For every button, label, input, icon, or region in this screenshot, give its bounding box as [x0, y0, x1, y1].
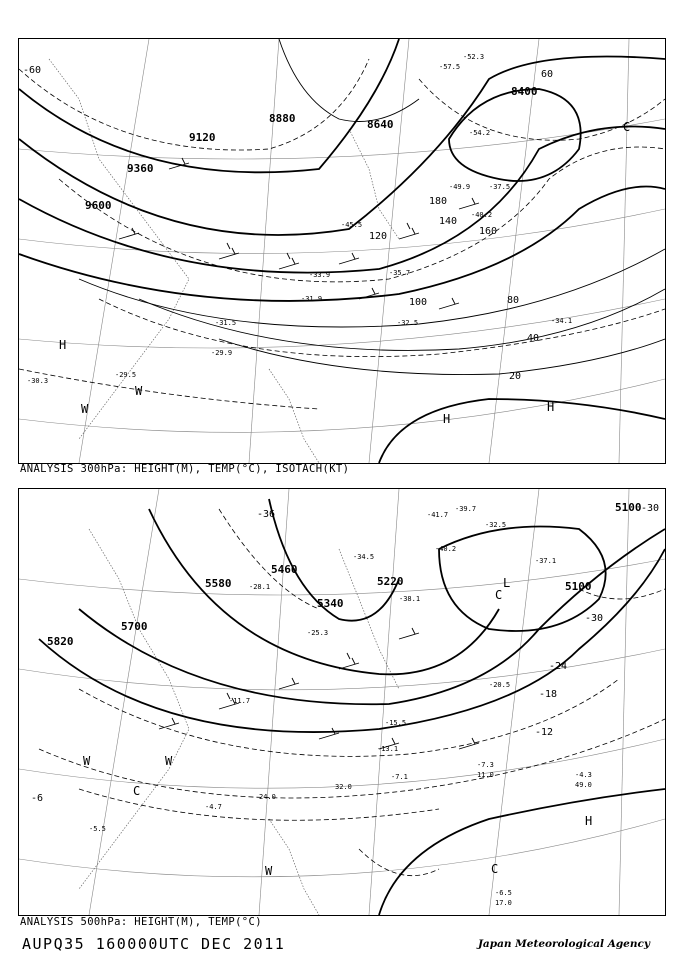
product-id-label: AUPQ35 160000UTC DEC 2011	[22, 935, 286, 953]
pressure-systems-500	[83, 576, 592, 878]
height-label-8640: 8640	[367, 118, 394, 131]
height-label-5700: 5700	[121, 620, 148, 633]
height-label-8400: 8400	[511, 85, 538, 98]
temp-label-minus-30-corner: -30	[641, 503, 660, 514]
isotach-label-100: 100	[409, 297, 428, 308]
graticule-500	[19, 489, 665, 915]
height-label-9360: 9360	[127, 162, 154, 175]
coastline-300	[49, 59, 399, 463]
temp-labels-500	[31, 503, 659, 804]
height-contours-300	[19, 39, 665, 463]
system-warm-w: W	[81, 402, 89, 416]
system-center-c: C	[623, 120, 631, 134]
caption-300hpa: ANALYSIS 300hPa: HEIGHT(M), TEMP(°C), ISOTACH(KT)	[20, 463, 350, 475]
station-label: 11.0	[477, 771, 494, 779]
temp-label-minus-36: -36	[257, 509, 276, 520]
height-label-5340: 5340	[317, 597, 344, 610]
station-label: -13.1	[377, 745, 399, 753]
station-label: -38.1	[399, 595, 421, 603]
station-label: -5.5	[89, 825, 106, 833]
station-labels-500	[89, 505, 592, 907]
station-label: -39.7	[455, 505, 477, 513]
station-label: -7.1	[391, 773, 408, 781]
height-contours-500	[39, 499, 665, 915]
station-label: -32.5	[485, 521, 507, 529]
temp-label: -57.5	[439, 63, 461, 71]
height-label-9120: 9120	[189, 131, 216, 144]
height-label-5100: 5100	[615, 501, 642, 514]
system-high-h: H	[443, 412, 451, 426]
isotach-label-120: 120	[369, 231, 388, 242]
temp-label-minus-12: -12	[535, 727, 554, 738]
station-label: 49.0	[575, 781, 592, 789]
station-label: -41.7	[427, 511, 449, 519]
height-label-5460: 5460	[271, 563, 298, 576]
station-label: -25.3	[307, 629, 329, 637]
station-label: -28.1	[249, 583, 271, 591]
temp-label: -34.1	[551, 317, 573, 325]
temp-label: -29.9	[211, 349, 233, 357]
height-label-5100: 5100	[565, 580, 592, 593]
temp-label: -49.9	[449, 183, 471, 191]
temp-label: -31.5	[215, 319, 237, 327]
height-label-9600: 9600	[85, 199, 112, 212]
temp-labels-300	[23, 53, 572, 385]
station-label: -4.7	[205, 803, 222, 811]
temp-label: -52.3	[463, 53, 485, 61]
analysis-500hpa-map	[18, 488, 666, 916]
temp-label-minus-18: -18	[539, 689, 558, 700]
isotach-label-60: 60	[541, 69, 554, 80]
temp-label-minus-60: -60	[23, 65, 42, 76]
height-label-5220: 5220	[377, 575, 404, 588]
station-label: -6.5	[495, 889, 512, 897]
station-label: 24.0	[259, 793, 276, 801]
system-cold-c: C	[133, 784, 141, 798]
system-warm-w: W	[83, 754, 91, 768]
wind-barbs-300	[119, 158, 479, 309]
temp-label: -54.2	[469, 129, 491, 137]
map-500-svg	[19, 489, 665, 915]
isotach-contours-300	[79, 39, 665, 375]
station-label: 32.0	[335, 783, 352, 791]
height-labels-300	[85, 85, 538, 212]
caption-500hpa: ANALYSIS 500hPa: HEIGHT(M), TEMP(°C)	[20, 916, 262, 928]
isotach-label-180: 180	[429, 196, 448, 207]
isotach-label-160: 160	[479, 226, 498, 237]
isotach-label-140: 140	[439, 216, 458, 227]
coastline-500	[79, 529, 399, 915]
temp-label: -32.5	[397, 319, 419, 327]
isotach-label-20: 20	[509, 371, 522, 382]
agency-label: Japan Meteorological Agency	[477, 938, 650, 950]
isotach-label-80: 80	[507, 295, 520, 306]
system-high-h: H	[585, 814, 593, 828]
temp-label: -29.5	[115, 371, 137, 379]
system-high-h: H	[547, 400, 555, 414]
isotach-labels-300	[369, 69, 553, 382]
system-warm-w: W	[265, 864, 273, 878]
station-label: -7.3	[477, 761, 494, 769]
temp-label: -45.5	[341, 221, 363, 229]
system-low-l: L	[503, 576, 511, 590]
temp-label: -30.3	[27, 377, 49, 385]
station-label: -4.3	[575, 771, 592, 779]
wind-barbs-500	[159, 628, 479, 749]
system-cold-c: C	[495, 588, 503, 602]
temp-label-minus-24: -24	[549, 661, 568, 672]
height-label-5580: 5580	[205, 577, 232, 590]
isotherm-contours-300	[19, 59, 665, 409]
temp-label: -35.7	[389, 269, 411, 277]
height-label-8880: 8880	[269, 112, 296, 125]
temp-label: -33.9	[309, 271, 331, 279]
system-high-h: H	[59, 338, 67, 352]
station-label: -20.5	[489, 681, 511, 689]
temp-label: -31.9	[301, 295, 323, 303]
map-300-svg	[19, 39, 665, 463]
height-label-5820: 5820	[47, 635, 74, 648]
system-warm-w: W	[165, 754, 173, 768]
temp-label-minus-6: -6	[31, 793, 44, 804]
station-label: -15.5	[385, 719, 407, 727]
temp-label: -37.5	[489, 183, 511, 191]
isotach-label-40: 40	[527, 333, 540, 344]
station-label: -11.7	[229, 697, 251, 705]
station-label: -34.5	[353, 553, 375, 561]
analysis-300hpa-map	[18, 38, 666, 464]
station-label: -40.2	[435, 545, 457, 553]
station-label: 17.0	[495, 899, 512, 907]
system-cold-c: C	[491, 862, 499, 876]
temp-label-minus-30: -30	[585, 613, 604, 624]
isotherm-contours-500	[39, 509, 665, 876]
system-warm-w: W	[135, 384, 143, 398]
temp-label: -40.2	[471, 211, 493, 219]
station-label: -37.1	[535, 557, 557, 565]
